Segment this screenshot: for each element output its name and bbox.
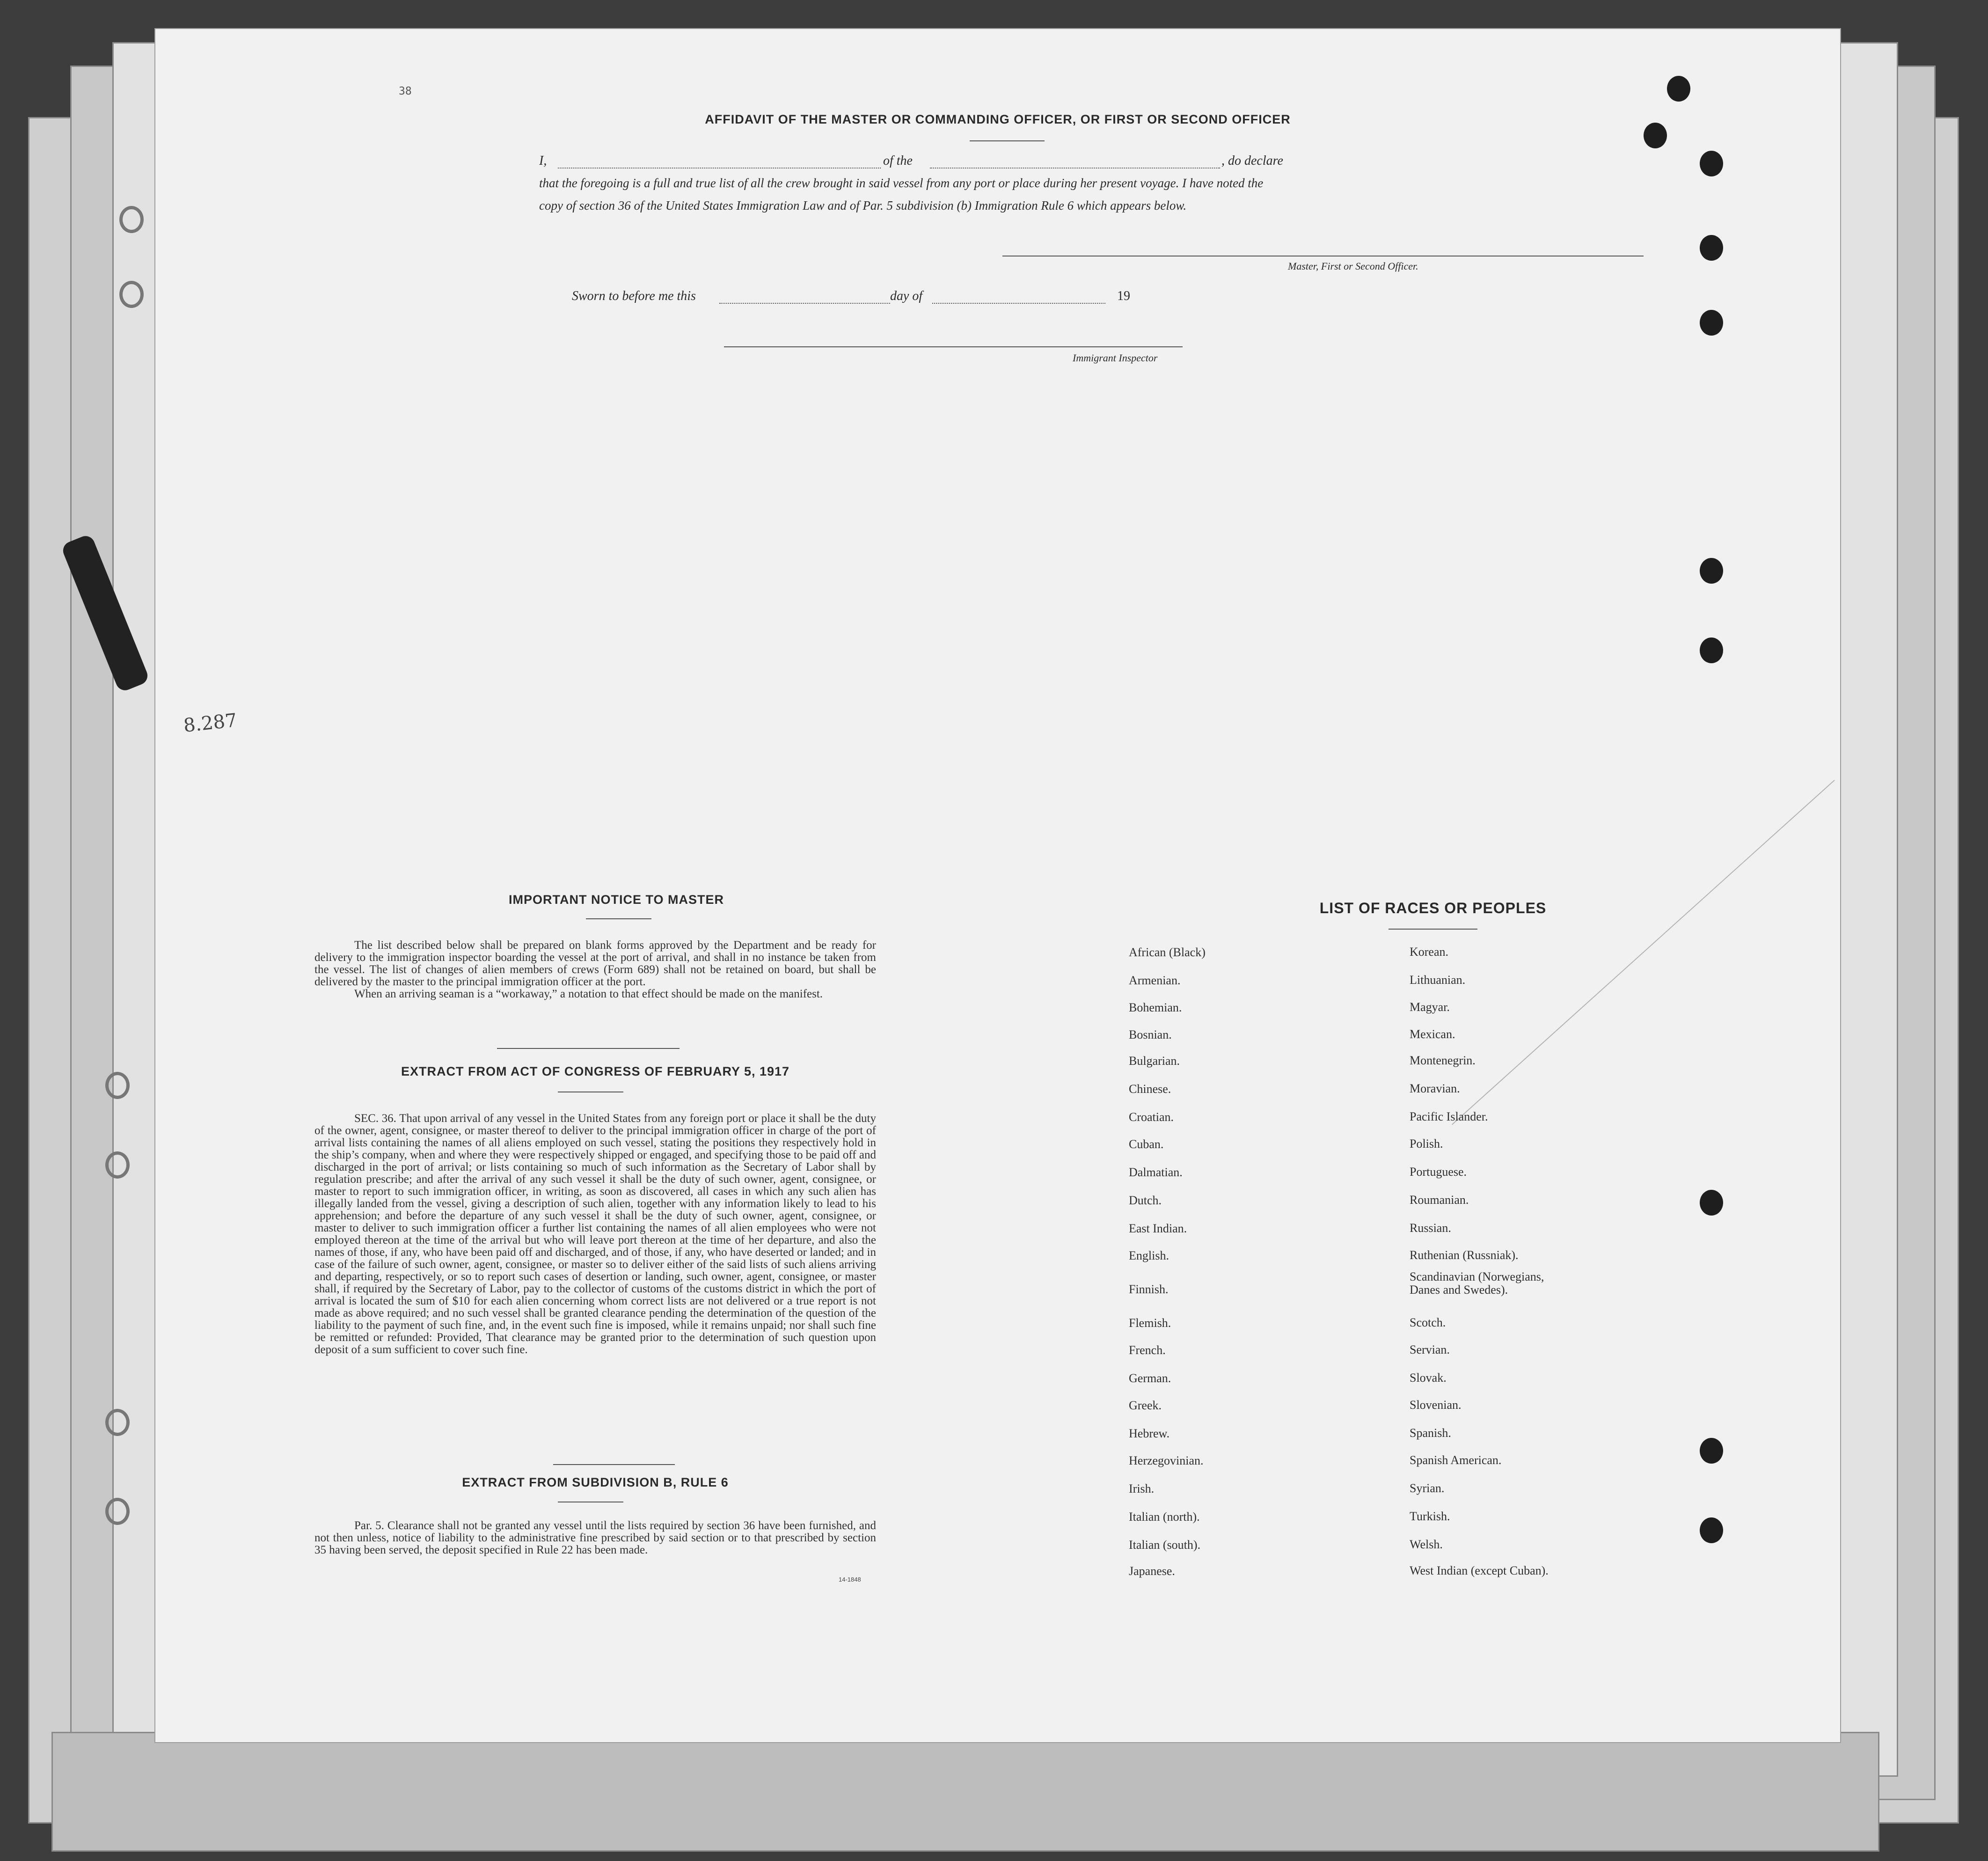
race-item: Cuban. bbox=[1129, 1137, 1164, 1151]
race-item: Magyar. bbox=[1410, 1000, 1450, 1014]
back-sheet-edge bbox=[51, 1732, 1879, 1852]
section-36-text: SEC. 36. That upon arrival of any vessel in the United States from any foreign port or place it shall be the duty of the owner, agent, consignee, or master thereof to deliver to the principal immigration officer in charge of the port of arrival lists containing the names of all aliens employed on such vessel, stating the positions they respectively hold in the ship’s company, when and where they were respectively shipped or engaged, and specifying those to be paid off and discharged in the port of arrival; or lists containing so much of such information as the Secretary of Labor shall by regulation prescribe; and after the arrival of any such vessel it shall be the duty of such owner, agent, consignee, or master to report to such immigration officer, in writing, as soon as discovered, all cases in which any such alien has illegally landed from the vessel, giving a description of such alien, together with any information likely to lead to his apprehension; and before the departure of any such vessel it shall be the duty of such owner, agent, consignee, or master to deliver to such immigration officer a further list containing the names of all alien employees who were not employed thereon at the time of the arrival but who will leave port thereon at the time of her departure, and also the names of those, if any, who have been paid off and discharged, and of those, if any, who have deserted or landed; and in case of the failure of such owner, agent, consignee, or master so to deliver either of the said lists of such aliens arriving and departing, respectively, or so to report such cases of desertion or landing, such owner, agent, consignee, or master shall, if required by the Secretary of Labor, pay to the collector of customs of the customs district in which the port of arrival is located the sum of $10 for each alien concerning whom correct lists are not delivered or a true report is not made as above required; and no such vessel shall be granted clearance pending the determination of the question of the liability to the payment of such fine, and, in the event such fine is imposed, while it remains unpaid; nor shall such fine be remitted or refunded: Provided, That clearance may be granted prior to the determination of such question upon deposit of a sum sufficient to cover such fine. bbox=[314, 1112, 876, 1356]
race-item: Mexican. bbox=[1410, 1027, 1455, 1041]
race-item: Bohemian. bbox=[1129, 1001, 1182, 1014]
race-item: Italian (north). bbox=[1129, 1510, 1200, 1524]
race-item: Finnish. bbox=[1129, 1282, 1169, 1296]
sworn-label: Sworn to before me this bbox=[572, 289, 696, 303]
race-item: Korean. bbox=[1410, 945, 1449, 959]
race-item: Scandinavian (Norwegians, Danes and Swedes). bbox=[1410, 1270, 1544, 1297]
affidavit-title: AFFIDAVIT OF THE MASTER OR COMMANDING OFFICER, OR FIRST OR SECOND OFFICER bbox=[705, 112, 1291, 126]
race-item: West Indian (except Cuban). bbox=[1410, 1564, 1549, 1577]
race-item: Pacific Islander. bbox=[1410, 1110, 1488, 1123]
extract-act-body bbox=[314, 1113, 876, 1356]
divider bbox=[497, 1048, 680, 1049]
punch-hole bbox=[1700, 1438, 1723, 1464]
inspector-caption: Immigrant Inspector bbox=[1073, 352, 1158, 364]
notice-title: IMPORTANT NOTICE TO MASTER bbox=[509, 893, 724, 907]
punch-hole bbox=[1700, 1190, 1723, 1216]
race-item: Ruthenian (Russniak). bbox=[1410, 1248, 1519, 1262]
race-item: Portuguese. bbox=[1410, 1165, 1467, 1179]
race-item: Spanish. bbox=[1410, 1426, 1451, 1440]
race-item: French. bbox=[1129, 1343, 1166, 1357]
race-item: Croatian. bbox=[1129, 1110, 1174, 1124]
sworn-day-blank bbox=[719, 303, 890, 304]
punch-hole bbox=[1700, 1517, 1723, 1543]
paper-crease bbox=[1452, 780, 1835, 1125]
margin-handwriting: 8.287 bbox=[182, 710, 238, 737]
affidavit-line-3: copy of section 36 of the United States Immigration Law and of Par. 5 subdivision (b) Immigration Rule 6 which appears below. bbox=[539, 198, 1187, 212]
race-item: Russian. bbox=[1410, 1221, 1451, 1235]
race-item: English. bbox=[1129, 1249, 1169, 1262]
race-item: Bulgarian. bbox=[1129, 1054, 1180, 1068]
race-item: Hebrew. bbox=[1129, 1427, 1170, 1440]
punch-hole bbox=[1700, 151, 1723, 176]
race-item: East Indian. bbox=[1129, 1222, 1187, 1235]
notice-paragraph-1: The list described below shall be prepared on blank forms approved by the Department and be ready for delivery to the immigration inspector boarding the vessel at the port of arrival, and shall in no instance be taken from the vessel. The list of changes of alien members of crews (Form 689) shall not be retained on board, but shall be delivered by the master to the principal immigration officer at the port. bbox=[314, 939, 876, 988]
month-blank bbox=[932, 303, 1105, 304]
divider bbox=[553, 1464, 675, 1465]
race-item: Slovenian. bbox=[1410, 1398, 1462, 1412]
day-of-label: day of bbox=[890, 289, 923, 303]
race-item: Montenegrin. bbox=[1410, 1054, 1476, 1067]
race-item: Welsh. bbox=[1410, 1538, 1443, 1551]
extract-rule-body bbox=[314, 1520, 876, 1556]
race-item: Dutch. bbox=[1129, 1194, 1162, 1207]
form-page bbox=[154, 28, 1841, 1743]
divider bbox=[1389, 929, 1477, 930]
race-item: Turkish. bbox=[1410, 1509, 1450, 1523]
notice-body bbox=[314, 939, 876, 1000]
race-item: African (Black) bbox=[1129, 945, 1206, 959]
affidavit-i-label: I, bbox=[539, 154, 547, 168]
race-item: Japanese. bbox=[1129, 1564, 1175, 1578]
race-item: Flemish. bbox=[1129, 1316, 1171, 1330]
race-item: German. bbox=[1129, 1371, 1171, 1385]
divider bbox=[970, 140, 1045, 141]
race-item: Greek. bbox=[1129, 1399, 1162, 1412]
race-item: Roumanian. bbox=[1410, 1193, 1469, 1207]
race-item: Syrian. bbox=[1410, 1481, 1445, 1495]
punch-hole bbox=[1700, 310, 1723, 336]
form-number: 14-1848 bbox=[839, 1576, 861, 1583]
race-item: Bosnian. bbox=[1129, 1028, 1172, 1041]
signature-caption: Master, First or Second Officer. bbox=[1288, 260, 1418, 272]
name-blank bbox=[558, 168, 881, 169]
race-item: Dalmatian. bbox=[1129, 1165, 1183, 1179]
binder-hole bbox=[119, 206, 144, 233]
extract-act-title: EXTRACT FROM ACT OF CONGRESS OF FEBRUARY 5, 1917 bbox=[401, 1064, 790, 1078]
punch-hole bbox=[1700, 637, 1723, 663]
race-item: Chinese. bbox=[1129, 1082, 1171, 1096]
race-item: Servian. bbox=[1410, 1343, 1450, 1356]
inspector-signature-line bbox=[724, 346, 1183, 347]
binder-hole bbox=[119, 281, 144, 308]
race-item: Polish. bbox=[1410, 1137, 1443, 1150]
race-item: Scotch. bbox=[1410, 1316, 1446, 1329]
affidavit-do-declare: , do declare bbox=[1221, 154, 1283, 168]
punch-hole bbox=[1700, 558, 1723, 584]
race-item: Moravian. bbox=[1410, 1082, 1460, 1095]
binder-hole bbox=[105, 1498, 130, 1525]
affidavit-of-the: of the bbox=[883, 154, 913, 168]
affidavit-line-2: that the foregoing is a full and true list of all the crew brought in said vessel from any port or place during her present voyage. I have noted the bbox=[539, 176, 1264, 190]
race-item: Lithuanian. bbox=[1410, 973, 1466, 987]
binder-hole bbox=[105, 1151, 130, 1179]
vessel-blank bbox=[930, 168, 1220, 169]
race-item: Italian (south). bbox=[1129, 1538, 1201, 1552]
race-item: Spanish American. bbox=[1410, 1453, 1502, 1467]
race-item: Slovak. bbox=[1410, 1371, 1447, 1385]
race-item: Irish. bbox=[1129, 1482, 1155, 1495]
races-title: LIST OF RACES OR PEOPLES bbox=[1319, 900, 1547, 916]
margin-mark: 38 bbox=[399, 85, 412, 97]
race-item: Herzegovinian. bbox=[1129, 1454, 1204, 1467]
year-label: 19 bbox=[1117, 289, 1130, 303]
divider bbox=[586, 918, 651, 919]
binder-hole bbox=[105, 1072, 130, 1099]
binder-hole bbox=[105, 1409, 130, 1436]
punch-hole bbox=[1667, 76, 1690, 102]
race-item: Armenian. bbox=[1129, 974, 1181, 987]
notice-paragraph-2: When an arriving seaman is a “workaway,” a notation to that effect should be made on the manifest. bbox=[354, 988, 823, 1000]
par-5-text: Par. 5. Clearance shall not be granted any vessel until the lists required by section 36 have been furnished, and not then unless, notice of liability to the administrative fine prescribed by said section or to that prescribed by section 35 having been served, the deposit specified in Rule 22 has been made. bbox=[314, 1519, 876, 1556]
extract-rule-title: EXTRACT FROM SUBDIVISION B, RULE 6 bbox=[462, 1475, 729, 1489]
punch-hole bbox=[1700, 235, 1723, 261]
